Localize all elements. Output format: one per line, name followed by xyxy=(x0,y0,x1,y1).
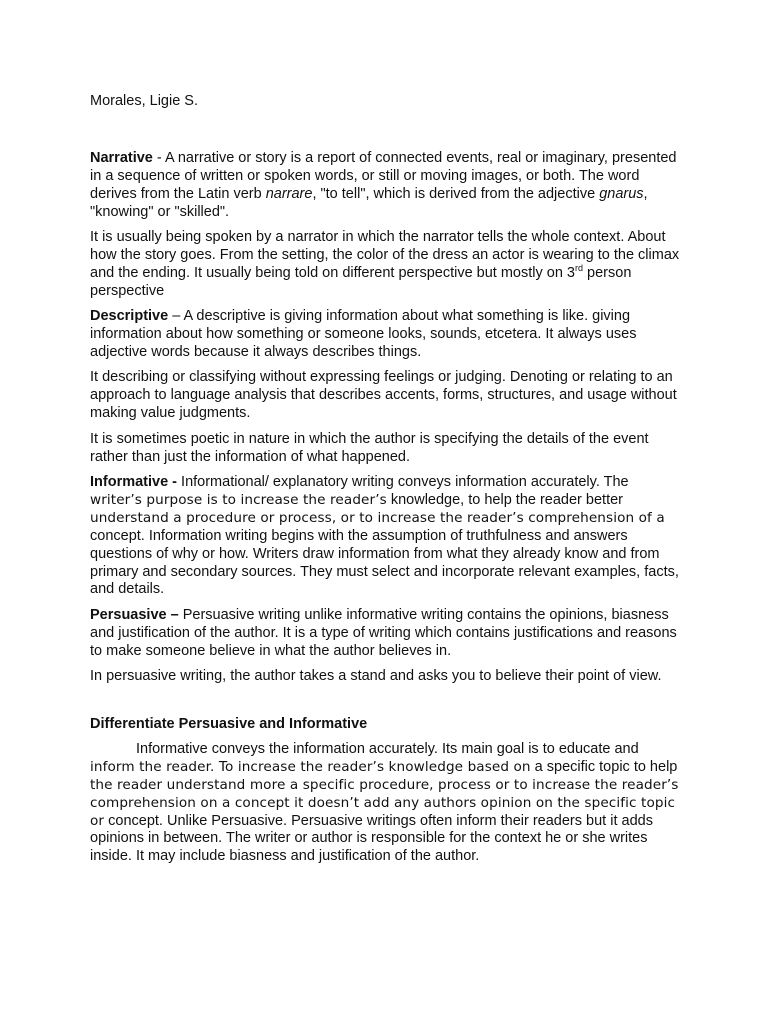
narrative-p2-text: It is usually being spoken by a narrator in which the narrator tells the whole context. About how the story goes. From the setting, the color of the dress an actor is wearing to the climax and the ending. It usually being told on different perspective but mostly on 3 xyxy=(90,229,680,281)
descriptive-term: Descriptive xyxy=(90,308,169,325)
informative-text-sans2: understand a procedure or process, or to increase the reader’s comprehension of a xyxy=(90,509,665,526)
author-name: Morales, Ligie S. xyxy=(90,93,198,109)
persuasive-paragraph-2: In persuasive writing, the author takes a stand and asks you to believe their point of view. xyxy=(90,668,662,685)
informative-text-sans: writer’s purpose is to increase the reader’s xyxy=(90,491,387,508)
narrative-text-a: - A narrative or story is a report of connected events, real or imaginary, presented in a sequence of written or spoken words, or still or moving images, or both. The word derives from the Latin verb xyxy=(90,150,677,202)
narrative-term: Narrative xyxy=(90,150,153,166)
narrative-text-c: , "knowing" or "skilled". xyxy=(90,185,648,220)
persuasive-paragraph-1 xyxy=(90,607,682,661)
informative-text-b: knowledge, to help the reader better xyxy=(386,491,623,508)
ordinal-superscript: rd xyxy=(575,263,584,274)
section-heading: Differentiate Persuasive and Informative xyxy=(90,715,368,732)
informative-text-c: concept. Information writing begins with the assumption of truthfulness and answers questions of why or how. Writers draw information from what they already know and from primary and secondary sources. They must select and incorporate relevant examples, facts, and details. xyxy=(90,527,679,598)
differentiate-text-a: Informative conveys the information accurately. Its main goal is to educate and xyxy=(136,740,639,757)
narrative-p2-end: person perspective xyxy=(90,264,632,299)
descriptive-paragraph-2: It describing or classifying without expressing feelings or judging. Denoting or relating to an approach to language analysis that describes accents, forms, structures, and usage without making value judgments. xyxy=(90,369,677,422)
narrative-paragraph-2 xyxy=(90,229,682,301)
differentiate-text-sans1: inform the reader. To increase the reader’s knowledge based on xyxy=(90,758,531,775)
narrare-word: narrare xyxy=(265,185,313,202)
descriptive-p1-text: – A descriptive is giving information about what something is like. giving information about how something or someone looks, sounds, etcetera. It always uses adjective words because it always describes things. xyxy=(90,308,637,361)
informative-term: Informative - xyxy=(90,474,178,490)
descriptive-paragraph-3: It is sometimes poetic in nature in which the author is specifying the details of the event rather than just the information of what happened. xyxy=(90,430,649,465)
narrative-paragraph-1 xyxy=(90,150,682,222)
informative-paragraph xyxy=(90,474,682,599)
differentiate-text-c: concept. Unlike Persuasive. Persuasive writings often inform their readers but it adds opinions in between. The writer or author is responsible for the context he or she writes inside. It may include biasness and justification of the author. xyxy=(90,812,653,865)
differentiate-text-sans2: the reader understand more a specific procedure, process or to increase the reader’s comprehension on a concept it doesn’t add any authors opinion on the specific topic or xyxy=(90,776,679,829)
descriptive-paragraph-1 xyxy=(90,308,682,362)
gnarus-word: gnarus xyxy=(599,185,644,202)
persuasive-p1-text: Persuasive writing unlike informative writing contains the opinions, biasness and justification of the author. It is a type of writing which contains justifications and reasons to make someone believe in what the author believes in. xyxy=(90,606,677,659)
persuasive-term: Persuasive – xyxy=(90,606,179,623)
differentiate-paragraph xyxy=(90,741,682,866)
document-body xyxy=(90,150,682,874)
differentiate-text-b: a specific topic to help xyxy=(530,758,678,775)
narrative-text-b: , "to tell", which is derived from the adjective xyxy=(312,185,600,202)
informative-text-a: Informational/ explanatory writing conveys information accurately. The xyxy=(177,474,629,490)
